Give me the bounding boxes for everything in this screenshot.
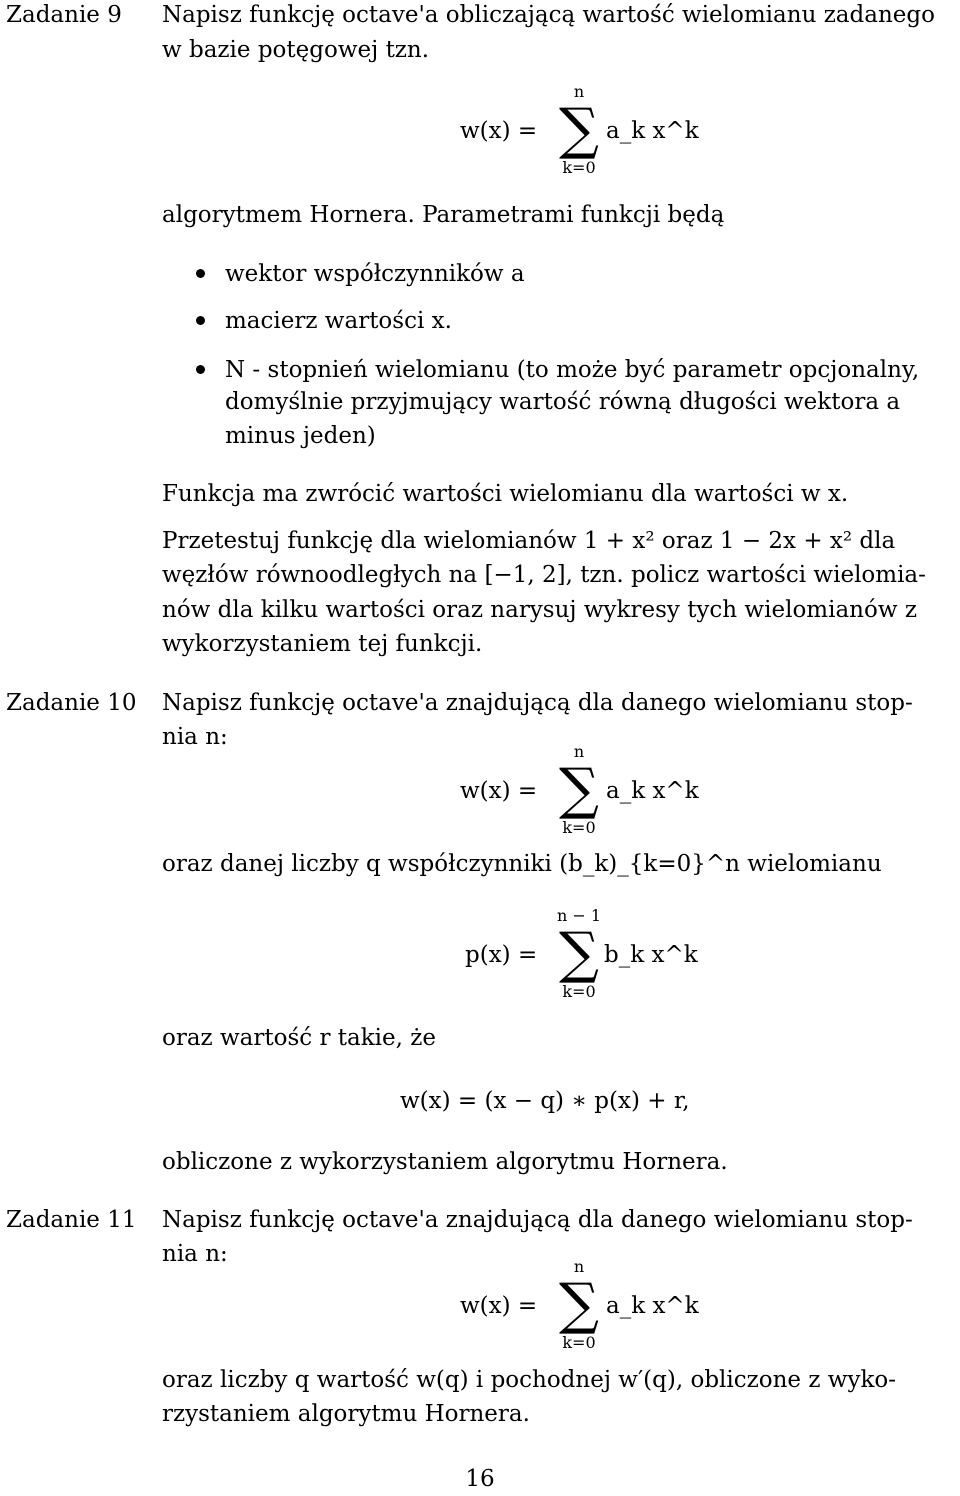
task-9-intro-line-2: w bazie potęgowej tzn.	[162, 37, 430, 63]
summation-lower: k=0	[562, 1333, 596, 1352]
sigma-symbol: ∑	[559, 757, 599, 822]
task-9-intro-line-1: Napisz funkcję octave'a obliczającą wartość wielomianu zadanego	[162, 2, 935, 28]
summation-upper: n	[573, 1257, 585, 1276]
task-11-closing-line-2: rzystaniem algorytmu Hornera.	[162, 1401, 530, 1427]
summation-upper: n − 1	[556, 906, 602, 925]
task-10-coefficients-line: oraz danej liczby q współczynniki (b_k)_{k=0}^n wielomianu	[162, 851, 882, 877]
task-9-paragraph-2-line-4: wykorzystaniem tej funkcji.	[162, 631, 483, 657]
sigma-symbol: ∑	[559, 921, 599, 986]
task-10-intro-line-1: Napisz funkcję octave'a znajdującą dla danego wielomianu stop-	[162, 690, 913, 716]
task-10-closing: obliczone z wykorzystaniem algorytmu Hornera.	[162, 1149, 728, 1175]
formula-lhs: p(x) =	[465, 942, 538, 968]
bullet-dot	[196, 365, 205, 374]
task-11-label: Zadanie 11	[6, 1207, 137, 1233]
list-item: N - stopnień wielomianu (to może być parametr opcjonalny,	[225, 357, 920, 383]
list-item: wektor współczynników a	[225, 261, 525, 287]
sigma-symbol: ∑	[559, 97, 599, 162]
task-10-intro-line-2: nia n:	[162, 724, 228, 750]
formula-lhs: w(x) =	[460, 118, 538, 144]
task-10-formula-3: w(x) = (x − q) ∗ p(x) + r,	[400, 1088, 690, 1114]
task-9-paragraph-2-line-3: nów dla kilku wartości oraz narysuj wykresy tych wielomianów z	[162, 597, 917, 623]
task-9-label: Zadanie 9	[6, 2, 122, 28]
formula-rhs: a_k x^k	[606, 118, 699, 144]
task-9-paragraph-2-line-1: Przetestuj funkcję dla wielomianów 1 + x² oraz 1 − 2x + x² dla	[162, 528, 896, 554]
task-9-after-formula: algorytmem Hornera. Parametrami funkcji będą	[162, 202, 725, 228]
task-11-intro-line-1: Napisz funkcję octave'a znajdującą dla danego wielomianu stop-	[162, 1207, 913, 1233]
task-10-label: Zadanie 10	[6, 690, 137, 716]
formula-rhs: a_k x^k	[606, 778, 699, 804]
task-11-intro-line-2: nia n:	[162, 1241, 228, 1267]
formula-lhs: w(x) =	[460, 778, 538, 804]
formula-rhs: b_k x^k	[604, 942, 698, 968]
formula-rhs: a_k x^k	[606, 1293, 699, 1319]
task-9-paragraph-1: Funkcja ma zwrócić wartości wielomianu dla wartości w x.	[162, 481, 849, 507]
summation-upper: n	[573, 82, 585, 101]
formula-lhs: w(x) =	[460, 1293, 538, 1319]
page-number: 16	[465, 1466, 495, 1492]
summation-lower: k=0	[562, 818, 596, 837]
summation-lower: k=0	[562, 158, 596, 177]
list-item: macierz wartości x.	[225, 308, 452, 334]
list-item-continuation: minus jeden)	[225, 423, 376, 449]
bullet-dot	[196, 269, 205, 278]
summation-upper: n	[573, 742, 585, 761]
task-10-remainder-line: oraz wartość r takie, że	[162, 1025, 436, 1051]
task-11-closing-line-1: oraz liczby q wartość w(q) i pochodnej w′(q), obliczone z wyko-	[162, 1367, 897, 1393]
sigma-symbol: ∑	[559, 1272, 599, 1337]
bullet-dot	[196, 316, 205, 325]
task-9-paragraph-2-line-2: węzłów równoodległych na [−1, 2], tzn. policz wartości wielomia-	[162, 562, 926, 588]
list-item-continuation: domyślnie przyjmujący wartość równą długości wektora a	[225, 389, 901, 415]
summation-lower: k=0	[562, 982, 596, 1001]
